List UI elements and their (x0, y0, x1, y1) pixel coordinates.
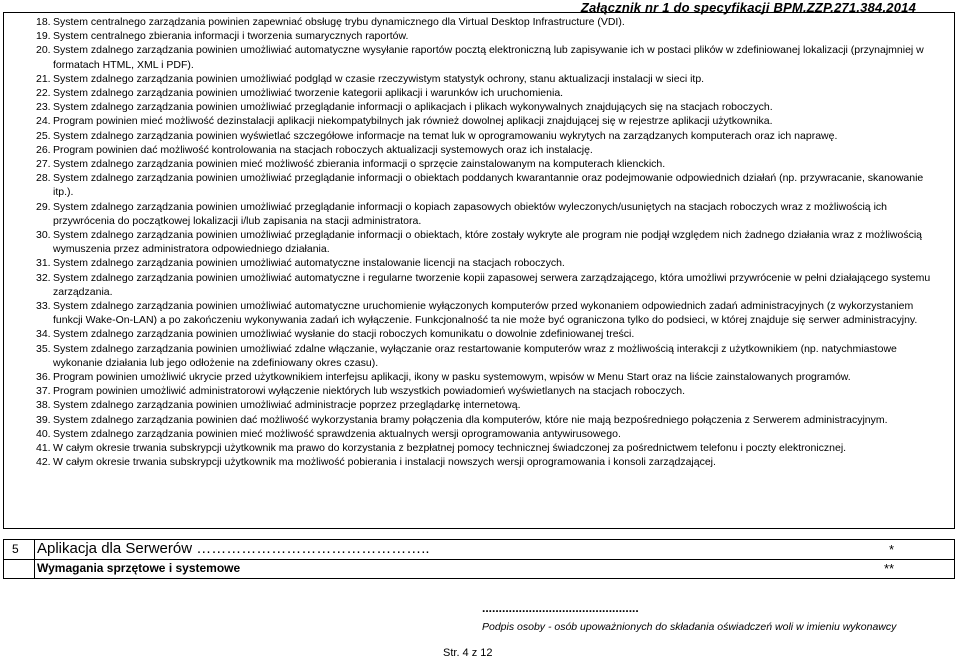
list-item-number: 31. (36, 257, 51, 270)
list-item-text: System zdalnego zarządzania powinien umożliwiać przeglądanie informacji o obiektach poddanych kwarantannie oraz podejmowanie odpowiednich działań (np. przywracanie, skanowanie itp.). (53, 172, 924, 199)
list-item-text: System zdalnego zarządzania powinien umożliwiać administracje poprzez przeglądarkę internetową. (53, 399, 521, 412)
list-item (36, 171, 936, 199)
section-title: Aplikacja dla Serwerów ……………………………………….. (37, 540, 430, 557)
list-item-text: Program powinien mieć możliwość dezinstalacji aplikacji niekompatybilnych jak również dowolnej aplikacji znajdującej się w rejestrze aplikacji użytkownika. (53, 115, 773, 128)
list-item-text: System zdalnego zarządzania powinien umożliwiać wysłanie do stacji roboczych komunikatu o dowolnie zdefiniowanej treści. (53, 328, 635, 341)
list-item (36, 384, 936, 398)
list-item-text: W całym okresie trwania subskrypcji użytkownik ma prawo do korzystania z bezpłatnej pomocy technicznej świadczonej za pośrednictwem telefonu i poczty elektronicznej. (53, 442, 847, 455)
list-item-text: System zdalnego zarządzania powinien umożliwiać automatyczne i regularne tworzenie kopii zapasowej serwera zarządzającego, która umożliwi przywrócenie w pełni działającego systemu zarządzania. (53, 271, 931, 298)
list-item (36, 29, 936, 43)
list-item-text: W całym okresie trwania subskrypcji użytkownik ma możliwość pobierania i instalacji nowszych wersji oprogramowania i konsoli zarządzającej. (53, 456, 716, 469)
list-item-number: 25. (36, 129, 51, 142)
list-item-text: System centralnego zbierania informacji i tworzenia sumarycznych raportów. (53, 30, 409, 43)
signature-line: ............................................... (482, 601, 639, 615)
list-item-text: System centralnego zarządzania powinien zapewniać obsługę trybu dynamicznego dla Virtual Desktop Infrastructure (VDI). (53, 16, 625, 28)
list-item (36, 299, 936, 327)
list-item-number: 30. (36, 229, 51, 242)
requirements-marker: ** (884, 561, 895, 576)
section-row (3, 539, 955, 560)
list-item-text: System zdalnego zarządzania powinien umożliwiać przeglądanie informacji o aplikacjach i plikach wykonywalnych znajdujących się na stacjach roboczych. (53, 101, 773, 114)
list-item-text: System zdalnego zarządzania powinien umożliwiać tworzenie kategorii aplikacji i warunków ich uruchomienia. (53, 87, 564, 100)
list-item (36, 43, 936, 71)
list-item-number: 18. (36, 16, 51, 28)
list-item-text: System zdalnego zarządzania powinien umożliwiać automatyczne wysyłanie raportów pocztą elektroniczną lub zapisywanie ich w postaci plików w zdefiniowanej lokalizacji (przynajmniej w formatach HTML, XML i PDF). (53, 44, 924, 71)
list-item (36, 342, 936, 370)
list-item-text: System zdalnego zarządzania powinien mieć możliwość sprawdzenia aktualnych wersji oprogramowania antywirusowego. (53, 427, 621, 440)
list-item (36, 256, 936, 270)
list-item (36, 427, 936, 441)
list-item-number: 42. (36, 456, 51, 469)
list-item-number: 29. (36, 200, 51, 213)
list-item (36, 129, 936, 143)
section-marker: * (889, 542, 895, 557)
signature-caption: Podpis osoby - osób upoważnionych do składania oświadczeń woli w imieniu wykonawcy (482, 621, 897, 633)
requirements-title: Wymagania sprzętowe i systemowe (37, 561, 241, 575)
list-item (36, 114, 936, 128)
list-item (36, 370, 936, 384)
list-item (36, 398, 936, 412)
requirements-row (3, 559, 955, 579)
list-item (36, 327, 936, 341)
list-item-number: 23. (36, 101, 51, 114)
list-item (36, 72, 936, 86)
list-item-text: Program powinien umożliwić ukrycie przed użytkownikiem interfejsu aplikacji, ikony w pasku systemowym, wpisów w Menu Start oraz na liście zainstalowanych programów. (53, 371, 851, 384)
list-item-text: System zdalnego zarządzania powinien umożliwiać automatyczne uruchomienie wyłączonych komputerów przed wykonaniem odpowiednich zadań administracyjnych (z wykorzystaniem funkcji Wake-On-LAN) a po zakończeniu wykonywania zadań ich wyłączenie. Funkcjonalność ta nie może być ograniczona tylko do podsieci, w której znajduje się serwer administracyjny. (53, 300, 918, 327)
list-item (36, 455, 936, 469)
list-item-number: 27. (36, 158, 51, 171)
section-number: 5 (12, 542, 19, 556)
list-item-number: 35. (36, 342, 51, 355)
list-item (36, 15, 936, 29)
page-number: Str. 4 z 12 (443, 647, 493, 659)
requirements-list (36, 15, 936, 470)
list-item-text: System zdalnego zarządzania powinien umożliwiać przeglądanie informacji o kopiach zapasowych obiektów wyleczonych/usuniętych na stacjach roboczych wraz z możliwością ich przywrócenia do początkowej lokalizacji i/lub zapisania na stacji administratora. (53, 200, 887, 227)
list-item-text: System zdalnego zarządzania powinien mieć możliwość zbierania informacji o sprzęcie zainstalowanym na komputerach klienckich. (53, 158, 666, 171)
list-item-number: 37. (36, 385, 51, 398)
list-item-number: 28. (36, 172, 51, 185)
list-item-number: 41. (36, 442, 51, 455)
list-item-number: 40. (36, 427, 51, 440)
page-header: Załącznik nr 1 do specyfikacji BPM.ZZP.271.384.2014 (580, 0, 916, 15)
list-item (36, 143, 936, 157)
list-item (36, 271, 936, 299)
list-item-number: 33. (36, 300, 51, 313)
list-item (36, 413, 936, 427)
list-item (36, 100, 936, 114)
list-item (36, 441, 936, 455)
list-item-number: 20. (36, 44, 51, 57)
list-item-text: Program powinien umożliwić administratorowi wyłączenie niektórych lub wszystkich powiadomień wyświetlanych na stacjach roboczych. (53, 385, 686, 398)
list-item-text: System zdalnego zarządzania powinien dać możliwość wykorzystania bramy połączenia dla komputerów, które nie mają bezpośredniego połączenia z Serwerem administracyjnym. (53, 413, 888, 426)
list-item-text: System zdalnego zarządzania powinien umożliwiać zdalne włączanie, wyłączanie oraz restartowanie komputerów wraz z możliwością interakcji z użytkownikiem (np. natychmiastowe wykonanie działania lub jego odłożenie na zdefiniowany okres czasu). (53, 342, 897, 369)
list-item (36, 86, 936, 100)
list-item-number: 32. (36, 271, 51, 284)
list-item-number: 38. (36, 399, 51, 412)
list-item-number: 26. (36, 143, 51, 156)
list-item-number: 39. (36, 413, 51, 426)
list-item-number: 24. (36, 115, 51, 128)
list-item-text: System zdalnego zarządzania powinien umożliwiać przeglądanie informacji o obiektach, które zostały wykryte ale program nie podjął względem nich żadnego działania wraz z możliwością wymuszenia przez administratora odpowiedniego działania. (53, 229, 923, 256)
list-item-text: Program powinien dać możliwość kontrolowania na stacjach roboczych aktualizacji systemowych oraz ich instalację. (53, 143, 593, 156)
list-item-number: 22. (36, 87, 51, 100)
list-item-number: 21. (36, 72, 51, 85)
list-item (36, 228, 936, 256)
list-item-text: System zdalnego zarządzania powinien umożliwiać automatyczne instalowanie licencji na stacjach roboczych. (53, 257, 565, 270)
list-item-number: 34. (36, 328, 51, 341)
list-item (36, 157, 936, 171)
list-item-text: System zdalnego zarządzania powinien umożliwiać podgląd w czasie rzeczywistym statystyk ochrony, stanu aktualizacji instalacji w sieci itp. (53, 72, 705, 85)
list-item-text: System zdalnego zarządzania powinien wyświetlać szczegółowe informacje na temat luk w oprogramowaniu wykrytych na zarządzanych komputerach oraz ich naprawę. (53, 129, 838, 142)
list-item (36, 200, 936, 228)
list-item-number: 19. (36, 30, 51, 43)
list-item-number: 36. (36, 371, 51, 384)
